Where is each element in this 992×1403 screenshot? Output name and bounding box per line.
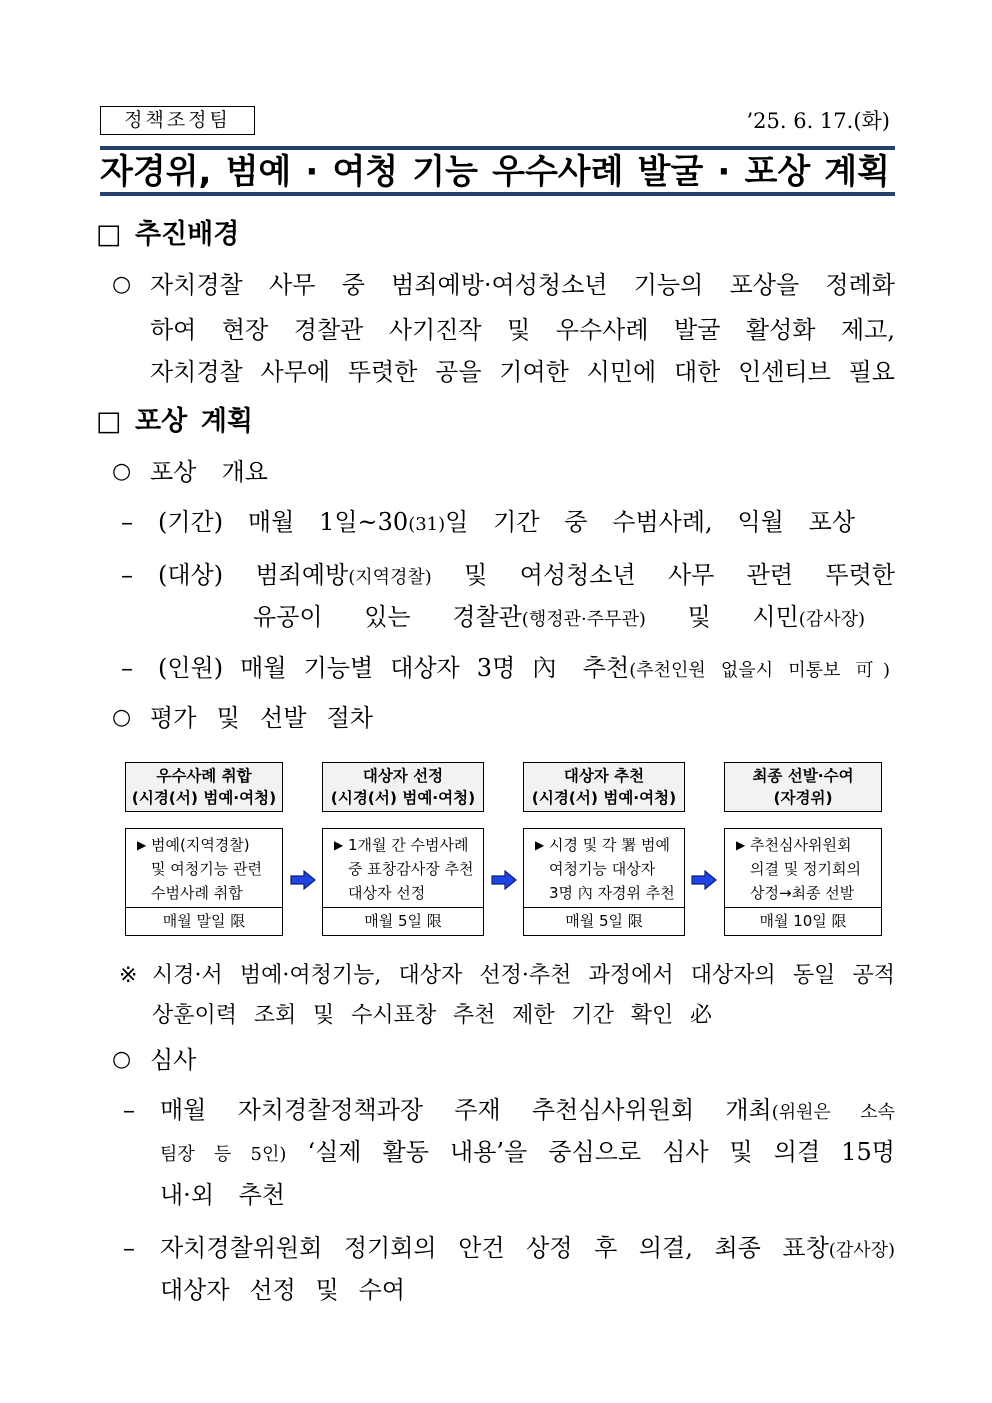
dash-period: – bbox=[121, 508, 133, 536]
flow-step-2-body bbox=[322, 828, 484, 936]
flow-step-1-title: 우수사례 취합 bbox=[156, 767, 252, 785]
flow-step-3-line-1 bbox=[524, 833, 684, 857]
section-heading-background: 추진배경 bbox=[135, 219, 240, 250]
team-label-box bbox=[100, 106, 255, 135]
flow-step-2-line-1 bbox=[323, 833, 483, 857]
period-rest: 일 기간 중 수범사례, 익월 포상 bbox=[445, 508, 856, 536]
section-marker-plan: □ bbox=[96, 406, 122, 437]
review-1-l1-text: 매월 자치경찰정책과장 주재 추천심사위원회 개최 bbox=[160, 1096, 772, 1124]
triangle-bullet-icon: ▶ bbox=[334, 838, 344, 852]
flow-step-1-text bbox=[126, 829, 282, 911]
review-item-1-line-3: 내·외 추천 bbox=[160, 1181, 285, 1209]
review-label: 심사 bbox=[150, 1046, 197, 1074]
target-l2-rest: 및 시민 bbox=[645, 603, 799, 631]
overview-period bbox=[158, 507, 855, 537]
review-item-1-line-1 bbox=[160, 1095, 895, 1125]
review-item-2-line-1 bbox=[160, 1233, 895, 1263]
flow-step-1-line-2: 및 여청기능 관련 bbox=[151, 860, 262, 878]
flow-step-1-text-1: 범예(지역경찰) bbox=[151, 836, 250, 854]
flow-step-2-line-2: 중 표창감사장 추천 bbox=[348, 860, 474, 878]
bullet-background: ○ bbox=[112, 272, 132, 297]
flow-step-4-header bbox=[724, 762, 882, 812]
team-label: 정책조정팀 bbox=[124, 109, 231, 131]
target-l1-small: (지역경찰) bbox=[348, 567, 432, 588]
title-bottom-rule bbox=[100, 192, 895, 196]
flow-step-2-header bbox=[322, 762, 484, 812]
overview-target-line-2 bbox=[253, 602, 865, 632]
background-line-1: 자치경찰 사무 중 범죄예방·여성청소년 기능의 포상을 정례화 bbox=[150, 271, 895, 299]
period-small: (31) bbox=[408, 514, 446, 535]
flow-step-3-line-3: 3명 內 자경위 추천 bbox=[549, 884, 675, 902]
triangle-bullet-icon: ▶ bbox=[535, 838, 545, 852]
dash-review-2: – bbox=[123, 1234, 135, 1262]
flow-step-1-header bbox=[125, 762, 283, 812]
right-arrow-icon bbox=[290, 870, 316, 890]
flow-step-4-text-1: 추천심사위원회 bbox=[750, 836, 852, 854]
target-l1-rest: 및 여성청소년 사무 관련 뚜렷한 bbox=[431, 561, 895, 589]
bullet-review: ○ bbox=[112, 1047, 132, 1072]
flow-step-3-header bbox=[523, 762, 685, 812]
review-item-2-line-2: 대상자 선정 및 수여 bbox=[160, 1276, 405, 1304]
flow-step-3-title: 대상자 추천 bbox=[563, 767, 645, 785]
note-line-1: 시경·서 범예·여청기능, 대상자 선정·추천 과정에서 대상자의 동일 공적 bbox=[152, 963, 895, 988]
flow-step-2-text-1: 1개월 간 수범사례 bbox=[348, 836, 469, 854]
review-2-l1-small: (감사장) bbox=[828, 1240, 895, 1261]
flow-step-2-deadline: 매월 5일 限 bbox=[323, 907, 483, 935]
procedure-label: 평가 및 선발 절차 bbox=[150, 704, 373, 732]
flow-step-2-line-3: 대상자 선정 bbox=[348, 884, 426, 902]
flow-step-3-text bbox=[524, 829, 684, 911]
flow-step-4-body bbox=[724, 828, 882, 936]
flow-step-1-deadline: 매월 말일 限 bbox=[126, 907, 282, 935]
flow-step-4-text bbox=[725, 829, 881, 911]
right-arrow-icon bbox=[491, 870, 517, 890]
flow-step-3-deadline: 매월 5일 限 bbox=[524, 907, 684, 935]
flow-step-1-sub: (시경(서) 범예·여청) bbox=[131, 789, 277, 807]
flow-step-4-line-2: 의결 및 정기회의 bbox=[750, 860, 861, 878]
dash-target: – bbox=[121, 561, 133, 589]
flow-step-1-line-1 bbox=[126, 833, 282, 857]
period-text: (기간) 매월 1일~30 bbox=[158, 508, 409, 536]
flow-step-1-line-3: 수범사례 취합 bbox=[151, 884, 243, 902]
flow-step-4-line-1 bbox=[725, 833, 881, 857]
section-marker-background: □ bbox=[96, 219, 122, 250]
background-line-2: 하여 현장 경찰관 사기진작 및 우수사례 발굴 활성화 제고, bbox=[150, 316, 895, 344]
review-1-l1-small: (위원은 소속 bbox=[771, 1102, 895, 1123]
flow-step-2-sub: (시경(서) 범예·여청) bbox=[330, 789, 476, 807]
flow-step-3-sub: (시경(서) 범예·여청) bbox=[531, 789, 677, 807]
document-date: ’25. 6. 17.(화) bbox=[746, 109, 890, 133]
triangle-bullet-icon: ▶ bbox=[137, 838, 147, 852]
flow-step-2-text bbox=[323, 829, 483, 911]
overview-count bbox=[158, 653, 890, 683]
review-1-l2-small: 팀장 등 5인) bbox=[160, 1144, 287, 1165]
review-item-1-line-2 bbox=[160, 1137, 895, 1167]
flow-step-3-body bbox=[523, 828, 685, 936]
review-1-l2-text: ‘실제 활동 내용’을 중심으로 심사 및 의결 15명 bbox=[286, 1138, 895, 1166]
flow-step-1-body bbox=[125, 828, 283, 936]
overview-target-line-1 bbox=[158, 560, 895, 590]
count-small: (추천인원 없을시 미통보 可) bbox=[629, 660, 890, 681]
overview-label: 포상 개요 bbox=[150, 458, 268, 486]
bullet-procedure: ○ bbox=[112, 705, 132, 730]
target-l2-text: 유공이 있는 경찰관 bbox=[253, 603, 522, 631]
bullet-overview: ○ bbox=[112, 459, 132, 484]
dash-review-1: – bbox=[123, 1096, 135, 1124]
section-heading-plan: 포상 계획 bbox=[135, 406, 253, 437]
triangle-bullet-icon: ▶ bbox=[736, 838, 746, 852]
flow-step-3-line-2: 여청기능 대상자 bbox=[549, 860, 656, 878]
target-l1-text: (대상) 범죄예방 bbox=[158, 561, 349, 589]
target-l2-small2: (감사장) bbox=[798, 609, 865, 630]
background-line-3: 자치경찰 사무에 뚜렷한 공을 기여한 시민에 대한 인센티브 필요 bbox=[150, 358, 895, 386]
right-arrow-icon bbox=[691, 870, 717, 890]
flow-step-4-title: 최종 선발·수여 bbox=[752, 767, 854, 785]
flow-step-4-deadline: 매월 10일 限 bbox=[725, 907, 881, 935]
flow-step-4-sub: (자경위) bbox=[773, 789, 833, 807]
document-title: 자경위, 범예 · 여청 기능 우수사례 발굴 · 포상 계획 bbox=[100, 152, 890, 192]
count-text: (인원) 매월 기능별 대상자 3명 內 추천 bbox=[158, 654, 630, 682]
note-line-2: 상훈이력 조회 및 수시표창 추천 제한 기간 확인 必 bbox=[152, 1003, 712, 1028]
dash-count: – bbox=[121, 654, 133, 682]
flow-step-3-text-1: 시경 및 각 署 범예 bbox=[549, 836, 671, 854]
note-marker: ※ bbox=[119, 963, 138, 988]
flow-step-2-title: 대상자 선정 bbox=[362, 767, 444, 785]
title-top-rule bbox=[100, 146, 895, 150]
flow-step-4-line-3: 상정→최종 선발 bbox=[750, 884, 855, 902]
review-2-l1-text: 자치경찰위원회 정기회의 안건 상정 후 의결, 최종 표창 bbox=[160, 1234, 829, 1262]
target-l2-small: (행정관·주무관) bbox=[521, 609, 646, 630]
